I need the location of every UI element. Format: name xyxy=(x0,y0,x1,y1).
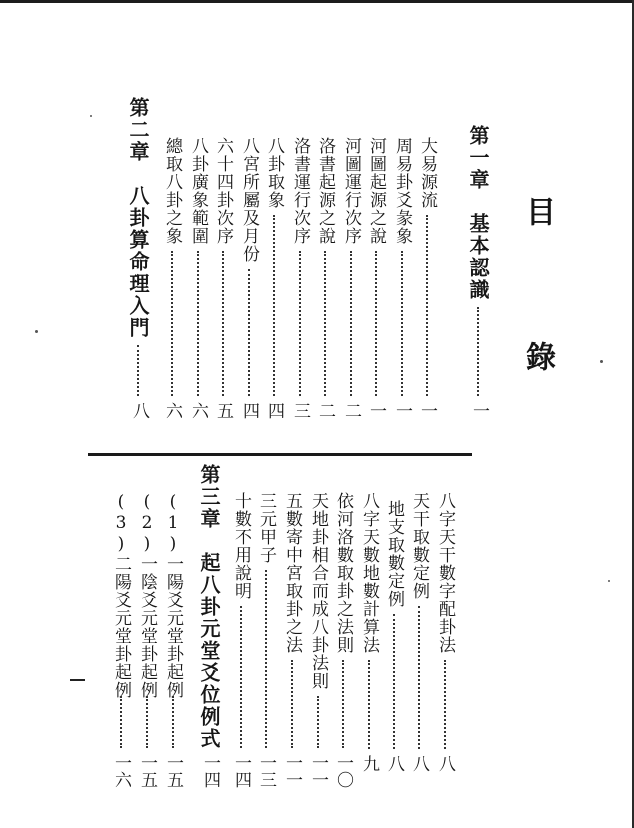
page-number: 四 xyxy=(264,402,284,419)
leader-dots xyxy=(393,614,395,749)
chapter-heading: 第三章 起八卦元堂爻位例式 xyxy=(197,464,221,750)
folio-mark xyxy=(70,679,85,681)
page-number: 五 xyxy=(213,402,233,419)
page-number: 一 xyxy=(417,402,437,419)
leader-dots xyxy=(324,251,326,396)
page-title: 目 錄 xyxy=(520,196,555,411)
page-number: 一四 xyxy=(200,754,220,788)
leader-dots xyxy=(299,251,301,396)
page-number: 一〇 xyxy=(333,754,353,788)
toc-entry-label: 周易卦爻彖象 xyxy=(392,137,412,245)
page-number: 六 xyxy=(188,402,208,419)
toc-entry-label: (2)一陰爻元堂卦起例 xyxy=(137,492,157,699)
leader-dots xyxy=(222,251,224,396)
page-number: 一 xyxy=(392,402,412,419)
page-number: 二 xyxy=(341,402,361,419)
leader-dots xyxy=(291,660,293,748)
leader-dots xyxy=(350,251,352,396)
leader-dots xyxy=(197,251,199,396)
leader-dots xyxy=(401,251,403,396)
toc-entry-label: 河圖運行次序 xyxy=(341,137,361,245)
scan-speck xyxy=(90,115,92,117)
page-number: 一三 xyxy=(256,754,276,788)
page-number: 六 xyxy=(162,402,182,419)
leader-dots xyxy=(146,696,148,748)
leader-dots xyxy=(444,660,446,749)
scan-speck xyxy=(608,580,610,582)
toc-entry-label: 八宮所屬及月份 xyxy=(239,137,259,263)
scan-top-edge xyxy=(0,0,634,3)
scan-speck xyxy=(600,360,603,363)
toc-entry-label: (3)二陽爻元堂卦起例 xyxy=(111,492,131,699)
leader-dots xyxy=(317,696,319,748)
leader-dots xyxy=(477,307,479,396)
toc-entry-label: 大易源流 xyxy=(417,137,437,209)
page-number: 八 xyxy=(129,402,149,419)
toc-entry-label: 八字天干數字配卦法 xyxy=(435,492,455,654)
toc-entry-label: 八卦取象 xyxy=(264,137,284,209)
toc-entry-label: (1)一陽爻元堂卦起例 xyxy=(163,492,183,699)
toc-entry-label: 地支取數定例 xyxy=(384,500,404,608)
leader-dots xyxy=(273,215,275,396)
leader-dots xyxy=(342,660,344,748)
leader-dots xyxy=(240,606,242,748)
leader-dots xyxy=(171,251,173,396)
page-number: 一五 xyxy=(163,754,183,788)
page-number: 一五 xyxy=(137,754,157,788)
page-number: 八 xyxy=(435,755,455,772)
toc-entry-label: 天干取數定例 xyxy=(409,492,429,600)
toc-entry-label: 天地卦相合而成八卦法則 xyxy=(308,492,328,690)
toc-entry-label: 五數寄中宮取卦之法 xyxy=(282,492,302,654)
leader-dots xyxy=(120,696,122,748)
page-number: 一四 xyxy=(231,754,251,788)
toc-entry-label: 三元甲子 xyxy=(256,492,276,564)
chapter-heading: 第一章 基本認識 xyxy=(466,125,490,301)
leader-dots xyxy=(172,696,174,748)
toc-entry-label: 依河洛數取卦之法則 xyxy=(333,492,353,654)
chapter-heading: 第二章 八卦算命理入門 xyxy=(126,97,150,339)
toc-entry-label: 八卦廣象範圍 xyxy=(188,137,208,245)
toc-entry-label: 六十四卦次序 xyxy=(213,137,233,245)
section-divider xyxy=(88,453,472,456)
page-number: 九 xyxy=(359,755,379,772)
toc-entry-label: 河圖起源之說 xyxy=(366,137,386,245)
toc-entry-label: 八字天數地數計算法 xyxy=(359,492,379,654)
toc-entry-label: 總取八卦之象 xyxy=(162,137,182,245)
page-number: 一一 xyxy=(282,754,302,788)
leader-dots xyxy=(265,570,267,748)
page-number: 一 xyxy=(469,402,489,419)
toc-entry-label: 十數不用說明 xyxy=(231,492,251,600)
page-number: 一一 xyxy=(308,754,328,788)
scan-speck xyxy=(35,330,38,333)
page-number: 八 xyxy=(409,755,429,772)
page-number: 一 xyxy=(366,402,386,419)
leader-dots xyxy=(248,269,250,396)
toc-entry-label: 洛書起源之說 xyxy=(315,137,335,245)
toc-entry-label: 洛書運行次序 xyxy=(290,137,310,245)
leader-dots xyxy=(368,660,370,749)
leader-dots xyxy=(137,345,139,396)
page-number: 四 xyxy=(239,402,259,419)
leader-dots xyxy=(418,606,420,749)
leader-dots xyxy=(375,251,377,396)
page-number: 一六 xyxy=(111,754,131,788)
page-number: 八 xyxy=(384,755,404,772)
leader-dots xyxy=(426,215,428,396)
page-number: 三 xyxy=(290,402,310,419)
page-number: 二 xyxy=(315,402,335,419)
